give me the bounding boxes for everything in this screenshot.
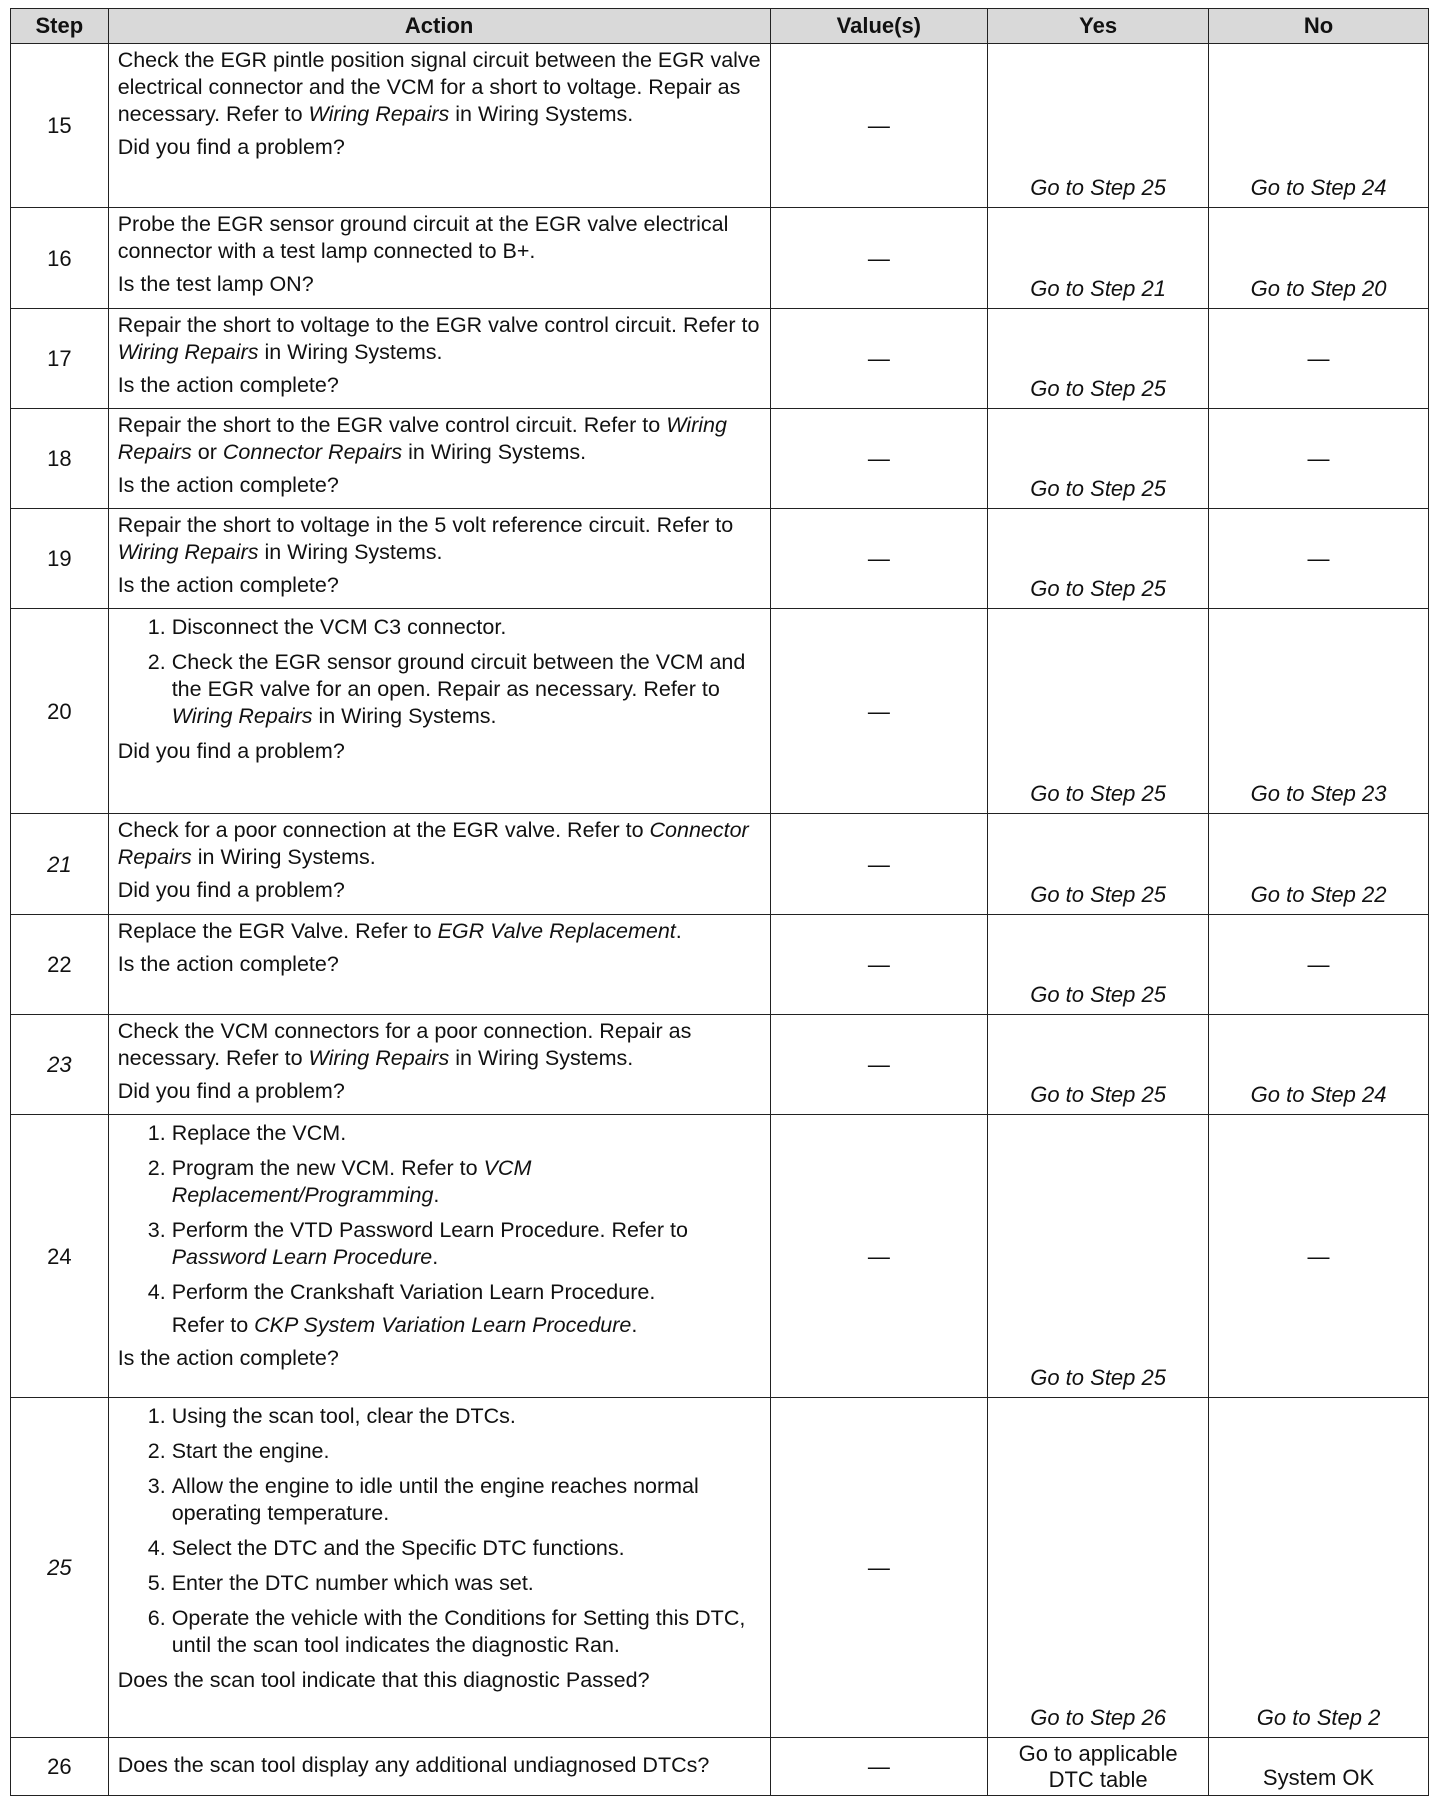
list-item: 2. Check the EGR sensor ground circuit between the VCM and the EGR valve for an open. Repair as necessary. Refer to Wiring Repairs in Wiring Systems. (172, 649, 762, 730)
action-question: Is the action complete? (117, 952, 339, 976)
header-no: No (1209, 9, 1429, 44)
no-cell: — (1209, 509, 1429, 609)
yes-cell: Go to Step 25 (988, 44, 1209, 208)
list-item: 4. Perform the Crankshaft Variation Learn Procedure. (172, 1279, 762, 1306)
yes-cell: Go to Step 25 (988, 609, 1209, 814)
step-number: 19 (11, 509, 109, 609)
yes-cell: Go to Step 25 (988, 915, 1209, 1015)
yes-cell: Go to Step 25 (988, 814, 1209, 915)
step-number: 16 (11, 208, 109, 309)
action-cell (108, 915, 770, 1015)
step-number: 24 (11, 1115, 109, 1398)
value-cell: — (770, 1115, 988, 1398)
header-step: Step (11, 9, 109, 44)
no-cell: Go to Step 24 (1209, 1015, 1429, 1115)
action-cell (108, 509, 770, 609)
no-cell: Go to Step 23 (1209, 609, 1429, 814)
yes-cell: Go to applicable DTC table (988, 1738, 1209, 1796)
yes-cell: Go to Step 25 (988, 309, 1209, 409)
list-item: 3. Perform the VTD Password Learn Procedure. Refer to Password Learn Procedure. (172, 1217, 762, 1271)
table-row (11, 208, 1429, 309)
action-question: Is the action complete? (117, 573, 339, 597)
table-row (11, 609, 1429, 814)
action-question: Is the test lamp ON? (117, 272, 314, 296)
header-values: Value(s) (770, 9, 988, 44)
action-text: Replace the EGR Valve. Refer to EGR Valve Replacement. (117, 919, 682, 943)
action-cell (108, 609, 770, 814)
step-number: 17 (11, 309, 109, 409)
value-cell: — (770, 208, 988, 309)
table-row (11, 1398, 1429, 1738)
no-cell: — (1209, 409, 1429, 509)
action-text: Probe the EGR sensor ground circuit at the EGR valve electrical connector with a test lamp connected to B+. (117, 212, 729, 263)
table-row (11, 915, 1429, 1015)
list-item: 2. Program the new VCM. Refer to VCM Replacement/Programming. (172, 1155, 762, 1209)
no-cell: Go to Step 22 (1209, 814, 1429, 915)
table-row (11, 1738, 1429, 1796)
diagnostic-table-page (10, 8, 1429, 1796)
action-question: Is the action complete? (117, 373, 339, 397)
yes-cell: Go to Step 25 (988, 1015, 1209, 1115)
list-item: 3. Allow the engine to idle until the engine reaches normal operating temperature. (172, 1473, 762, 1527)
yes-cell: Go to Step 25 (988, 509, 1209, 609)
action-question: Did you find a problem? (117, 878, 345, 902)
list-item: 1. Replace the VCM. (172, 1120, 762, 1147)
value-cell: — (770, 1738, 988, 1796)
table-row (11, 814, 1429, 915)
action-text: Check the VCM connectors for a poor connection. Repair as necessary. Refer to Wiring Repairs in Wiring Systems. (117, 1019, 692, 1070)
step-number: 22 (11, 915, 109, 1015)
header-action: Action (108, 9, 770, 44)
action-cell (108, 1398, 770, 1738)
header-row (11, 9, 1429, 44)
list-item: 1. Disconnect the VCM C3 connector. (172, 614, 762, 641)
action-cell (108, 409, 770, 509)
action-cell (108, 1015, 770, 1115)
value-cell: — (770, 609, 988, 814)
no-cell: System OK (1209, 1738, 1429, 1796)
value-cell: — (770, 915, 988, 1015)
value-cell: — (770, 1015, 988, 1115)
action-question: Did you find a problem? (117, 739, 345, 763)
action-cell (108, 44, 770, 208)
step-number: 23 (11, 1015, 109, 1115)
action-cell (108, 309, 770, 409)
action-steps-list (118, 1120, 762, 1306)
table-row (11, 44, 1429, 208)
step-number: 25 (11, 1398, 109, 1738)
action-question: Does the scan tool display any additional undiagnosed DTCs? (117, 1753, 710, 1777)
list-item: 2. Start the engine. (172, 1438, 762, 1465)
no-cell: Go to Step 2 (1209, 1398, 1429, 1738)
step-number: 20 (11, 609, 109, 814)
action-cell (108, 814, 770, 915)
value-cell: — (770, 814, 988, 915)
action-question: Is the action complete? (117, 473, 339, 497)
action-cell (108, 208, 770, 309)
action-question: Does the scan tool indicate that this diagnostic Passed? (117, 1668, 650, 1692)
table-row (11, 509, 1429, 609)
no-cell: — (1209, 915, 1429, 1015)
diagnostic-table (10, 8, 1429, 1796)
list-item: 6. Operate the vehicle with the Conditions for Setting this DTC, until the scan tool indicates the diagnostic Ran. (172, 1605, 762, 1659)
action-steps-list (118, 1403, 762, 1659)
value-cell: — (770, 509, 988, 609)
value-cell: — (770, 409, 988, 509)
table-row (11, 309, 1429, 409)
value-cell: — (770, 309, 988, 409)
step-number: 18 (11, 409, 109, 509)
action-text: Repair the short to voltage in the 5 volt reference circuit. Refer to Wiring Repairs in Wiring Systems. (117, 513, 734, 564)
step-number: 26 (11, 1738, 109, 1796)
yes-cell: Go to Step 25 (988, 409, 1209, 509)
value-cell: — (770, 44, 988, 208)
action-steps-list (118, 614, 762, 730)
no-cell: — (1209, 1115, 1429, 1398)
list-item: 1. Using the scan tool, clear the DTCs. (172, 1403, 762, 1430)
action-question: Is the action complete? (117, 1346, 339, 1370)
action-text: Repair the short to voltage to the EGR valve control circuit. Refer to Wiring Repairs in Wiring Systems. (117, 313, 760, 364)
table-row (11, 1015, 1429, 1115)
step-number: 15 (11, 44, 109, 208)
table-row (11, 409, 1429, 509)
action-text: Check the EGR pintle position signal circuit between the EGR valve electrical connector and the VCM for a short to voltage. Repair as necessary. Refer to Wiring Repairs in Wiring Systems. (117, 48, 761, 126)
step-number: 21 (11, 814, 109, 915)
no-cell: Go to Step 24 (1209, 44, 1429, 208)
yes-cell: Go to Step 21 (988, 208, 1209, 309)
action-text: Repair the short to the EGR valve control circuit. Refer to Wiring Repairs or Connector Repairs in Wiring Systems. (117, 413, 727, 464)
yes-cell: Go to Step 25 (988, 1115, 1209, 1398)
table-row (11, 1115, 1429, 1398)
action-question: Did you find a problem? (117, 135, 345, 159)
action-cell (108, 1115, 770, 1398)
refer-note: Refer to CKP System Variation Learn Procedure. (171, 1313, 638, 1337)
list-item: 4. Select the DTC and the Specific DTC functions. (172, 1535, 762, 1562)
header-yes: Yes (988, 9, 1209, 44)
yes-cell: Go to Step 26 (988, 1398, 1209, 1738)
list-item: 5. Enter the DTC number which was set. (172, 1570, 762, 1597)
value-cell: — (770, 1398, 988, 1738)
no-cell: Go to Step 20 (1209, 208, 1429, 309)
no-cell: — (1209, 309, 1429, 409)
action-question: Did you find a problem? (117, 1079, 345, 1103)
action-text: Check for a poor connection at the EGR valve. Refer to Connector Repairs in Wiring Systems. (117, 818, 749, 869)
action-cell (108, 1738, 770, 1796)
